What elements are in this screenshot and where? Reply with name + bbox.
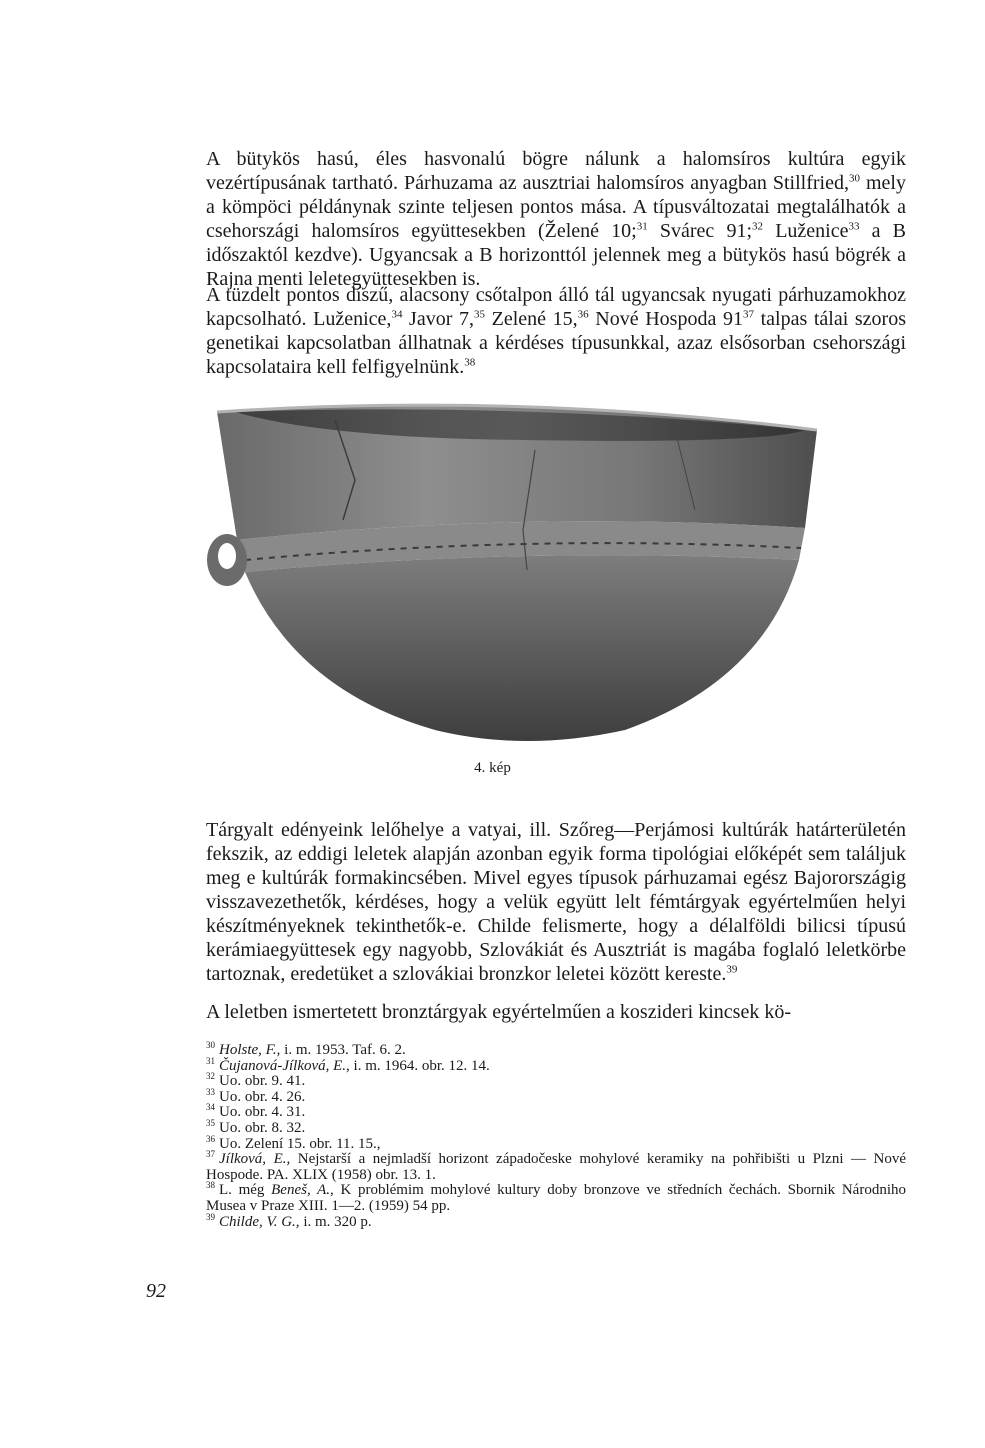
paragraph-3 — [206, 818, 906, 986]
footnote-ref[interactable]: 32 — [752, 220, 764, 233]
text-run: A tüzdelt pontos díszű, alacsony csőtalpon álló tál ugyancsak nyugati párhuzamokhoz kapcsolható. Luženice, — [206, 284, 906, 330]
footnote-36: $^{36}$ Uo. Zelení 15. obr. 11. 15., — [206, 1133, 381, 1152]
footnote-ref[interactable]: 31 — [636, 220, 648, 233]
figure-caption: 4. kép — [474, 760, 511, 776]
footnote-ref[interactable]: 35 — [474, 308, 485, 321]
footnote-31: $^{31}$ Čujanová-Jílková, E., i. m. 1964. obr. 12. 14. — [206, 1055, 490, 1074]
footnote-ref[interactable]: 33 — [848, 220, 860, 233]
text-run: mely a kömpöci példánynak szinte teljesen pontos mása. A típusváltozatai megtalálhatók a csehországi halomsíros együttesekben (Želené 10; — [206, 172, 906, 242]
text-run: A bütykös hasú, éles hasvonalú bögre nálunk a halomsíros kultúra egyik vezértípusának tartható. Párhuzama az ausztriai halomsíros anyagban Stillfried, — [206, 148, 906, 194]
text-run: Javor 7, — [402, 308, 474, 330]
text-run: Luženice — [763, 220, 849, 242]
text-run: Nové Hospoda 91 — [588, 308, 743, 330]
page-number: 92 — [146, 1280, 166, 1302]
vessel-photograph — [205, 400, 830, 755]
text-run: talpas tálai szoros genetikai kapcsolatban állhatnak a kérdéses típusunkkal, azaz elsősorban csehországi kapcsolataira kell felfigyelnünk. — [206, 308, 906, 378]
footnote-ref[interactable]: 37 — [742, 308, 754, 321]
paragraph-1 — [206, 147, 906, 291]
footnote-38: $^{38}$ L. még Beneš, A., K problémim mohylové kultury doby bronzove ve středních čechách. Sbornik Národniho Musea v Praze XIII. 1—2. (1959) 54 pp. — [206, 1180, 906, 1214]
text-run: Zelené 15, — [485, 308, 578, 330]
text-run: a B időszaktól kezdve). Ugyancsak a B horizonttól jelennek meg a bütykös hasú bögrék a Rajna menti leletegyüttesekben is. — [206, 220, 907, 290]
footnote-ref[interactable]: 38 — [464, 356, 476, 369]
text-run: Tárgyalt edényeink lelőhelye a vatyai, ill. Szőreg—Perjámosi kultúrák határterületén fekszik, az eddigi leletek alapján azonban egyik forma tipológiai előképét sem találjuk meg e kultúrák formakincsében. Mivel egyes típusok párhuzamai egész Bajorországig visszavezethetők, kérdéses, hogy a velük együtt lelt fémtárgyak egyértelműen helyi készítményeknek tekinthetők-e. Childe felismerte, hogy a délalföldi bilicsi típusú kerámiaegyüttesek egy nagyobb, Szlovákiát és Ausztriát is magába foglaló leletkörbe tartoznak, eredetüket a szlovákiai bronzkor leletei között kereste. — [206, 819, 906, 985]
footnote-ref[interactable]: 36 — [577, 308, 589, 321]
footnote-39: $^{39}$ Childe, V. G., i. m. 320 p. — [206, 1211, 372, 1230]
footnote-33: $^{33}$ Uo. obr. 4. 26. — [206, 1086, 306, 1105]
footnote-34: $^{34}$ Uo. obr. 4. 31. — [206, 1102, 306, 1121]
footnote-ref[interactable]: 30 — [848, 172, 860, 185]
footnotes — [206, 1040, 906, 1230]
footnote-30: $^{30}$ Holste, F., i. m. 1953. Taf. 6. 2. — [206, 1040, 406, 1058]
footnote-ref[interactable]: 39 — [726, 963, 738, 976]
paragraph-4: A leletben ismertetett bronztárgyak egyértelműen a koszideri kincsek kö- — [206, 1001, 791, 1023]
footnote-37: $^{37}$ Jílková, E., Nejstarší a nejmladší horizont západočeske mohylové keramiky na pohřibišti u Plzni — Nové Hospode. PA. XLIX (1958) obr. 13. 1. — [206, 1149, 906, 1183]
vessel-image — [205, 400, 830, 755]
footnote-35: $^{35}$ Uo. obr. 8. 32. — [206, 1117, 306, 1136]
footnote-ref[interactable]: 34 — [391, 308, 403, 321]
footnote-32: $^{32}$ Uo. obr. 9. 41. — [206, 1071, 306, 1090]
text-run: Svárec 91; — [647, 220, 753, 242]
paragraph-2 — [206, 283, 906, 379]
